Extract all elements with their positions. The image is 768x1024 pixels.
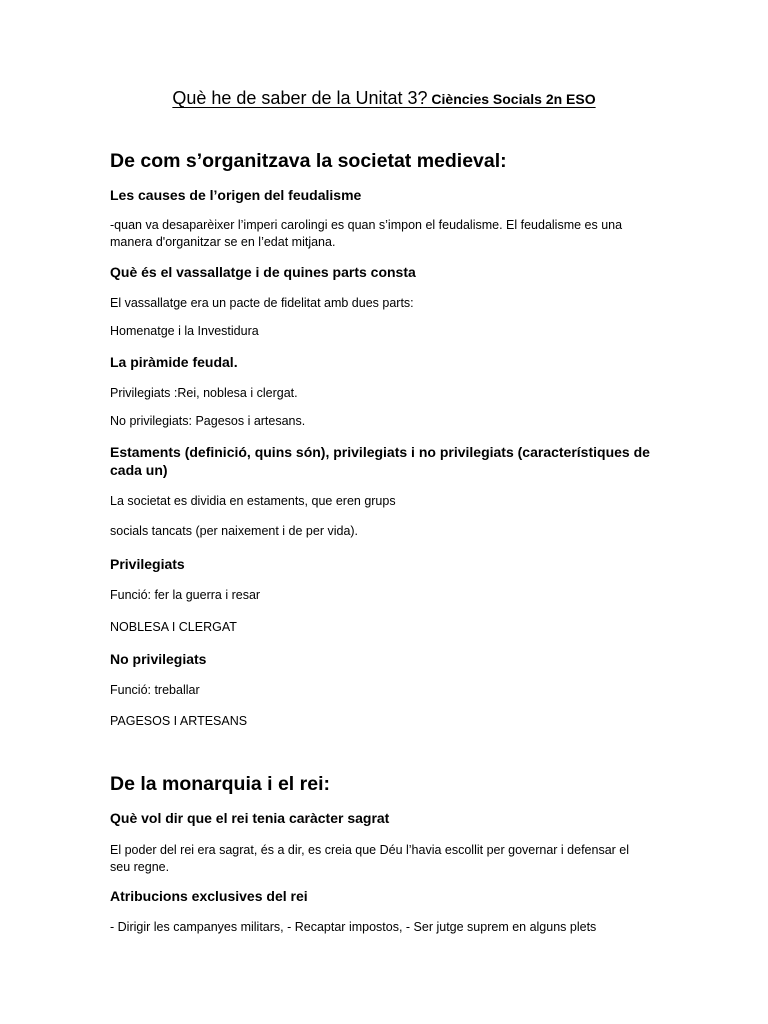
causes-heading: Les causes de l’origen del feudalisme	[110, 187, 362, 203]
privileged-function: Funció: fer la guerra i resar	[110, 588, 261, 602]
vassal-text-2: Homenatge i la Investidura	[110, 324, 259, 338]
privileged-heading: Privilegiats	[110, 556, 185, 572]
sacred-text: El poder del rei era sagrat, és a dir, es creia que Déu l’havia escollit per governar i defensar el seu regne.	[110, 843, 630, 874]
pyramid-text-2: No privilegiats: Pagesos i artesans.	[110, 414, 306, 428]
section-heading-monarchy: De la monarquia i el rei:	[110, 773, 330, 795]
causes-text: -quan va desaparèixer l’imperi carolingi es quan s’impon el feudalisme. El feudalisme es una manera d'organitzar se en l’edat mitjana.	[110, 218, 623, 249]
pyramid-heading: La piràmide feudal.	[110, 354, 238, 370]
estates-text-1: La societat es dividia en estaments, que eren grups	[110, 494, 396, 508]
non-privileged-members: PAGESOS I ARTESANS	[110, 714, 248, 728]
document-title	[0, 88, 768, 109]
powers-heading: Atribucions exclusives del rei	[110, 888, 308, 904]
pyramid-text-1: Privilegiats :Rei, noblesa i clergat.	[110, 386, 298, 400]
non-privileged-function: Funció: treballar	[110, 683, 200, 697]
section-heading-society: De com s’organitzava la societat medieval:	[110, 150, 507, 172]
estates-text-2: socials tancats (per naixement i de per vida).	[110, 524, 359, 538]
vassal-heading: Què és el vassallatge i de quines parts consta	[110, 264, 416, 280]
title-main: Què he de saber de la Unitat 3?	[172, 88, 428, 108]
vassal-text-1: El vassallatge era un pacte de fidelitat amb dues parts:	[110, 296, 414, 310]
privileged-members: NOBLESA I CLERGAT	[110, 620, 237, 634]
powers-text: - Dirigir les campanyes militars, - Recaptar impostos, - Ser jutge suprem en alguns plets	[110, 920, 597, 934]
sacred-heading: Què vol dir que el rei tenia caràcter sagrat	[110, 810, 390, 826]
non-privileged-heading: No privilegiats	[110, 651, 207, 667]
estates-heading: Estaments (definició, quins són), privilegiats i no privilegiats (característiques de cada un)	[110, 444, 650, 478]
title-sub: Ciències Socials 2n ESO	[427, 91, 596, 107]
